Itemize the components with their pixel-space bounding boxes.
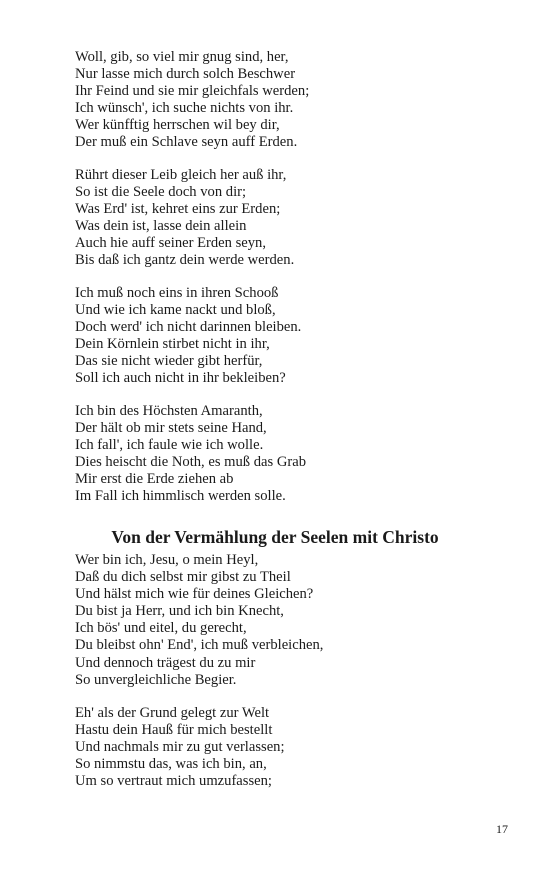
verse-line: Bis daß ich gantz dein werde werden. bbox=[75, 252, 295, 269]
verse-line: Um so vertraut mich umzufassen; bbox=[75, 773, 272, 790]
verse-line: Ich wünsch', ich suche nichts von ihr. bbox=[75, 100, 294, 117]
stanza bbox=[75, 705, 285, 790]
stanza bbox=[75, 167, 294, 270]
verse-line: So nimmstu das, was ich bin, an, bbox=[75, 756, 267, 773]
verse-line: Was dein ist, lasse dein allein bbox=[75, 218, 247, 235]
verse-line: Ich bin des Höchsten Amaranth, bbox=[75, 403, 263, 419]
stanza bbox=[75, 403, 306, 506]
verse-line: Ich muß noch eins in ihren Schooß bbox=[75, 285, 279, 301]
verse-line: Doch werd' ich nicht darinnen bleiben. bbox=[75, 319, 302, 336]
stanza bbox=[75, 49, 309, 152]
verse-line: Eh' als der Grund gelegt zur Welt bbox=[75, 705, 270, 721]
verse-line: Rührt dieser Leib gleich her auß ihr, bbox=[75, 167, 287, 183]
verse-line: Mir erst die Erde ziehen ab bbox=[75, 471, 234, 488]
verse-line: Und dennoch trägest du zu mir bbox=[75, 654, 256, 671]
verse-line: Und wie ich kame nackt und bloß, bbox=[75, 302, 276, 319]
verse-line: Soll ich auch nicht in ihr bekleiben? bbox=[75, 370, 286, 387]
verse-line: Ich fall', ich faule wie ich wolle. bbox=[75, 437, 264, 454]
verse-line: Wer künfftig herrschen wil bey dir, bbox=[75, 117, 280, 134]
verse-line: Der hält ob mir stets seine Hand, bbox=[75, 420, 267, 437]
verse-line: Nur lasse mich durch solch Beschwer bbox=[75, 66, 296, 83]
verse-line: Hastu dein Hauß für mich bestellt bbox=[75, 722, 273, 739]
verse-line: Dein Körnlein stirbet nicht in ihr, bbox=[75, 336, 270, 353]
poem-title: Von der Vermählung der Seelen mit Christo bbox=[111, 527, 439, 547]
verse-line: Wer bin ich, Jesu, o mein Heyl, bbox=[75, 552, 259, 568]
verse-line: Ihr Feind und sie mir gleichfals werden; bbox=[75, 83, 310, 100]
verse-line: Und nachmals mir zu gut verlassen; bbox=[75, 739, 285, 756]
verse-line: Im Fall ich himmlisch werden solle. bbox=[75, 488, 286, 505]
verse-line: Der muß ein Schlave seyn auff Erden. bbox=[75, 134, 298, 151]
verse-line: Das sie nicht wieder gibt herfür, bbox=[75, 353, 263, 370]
page-number: 17 bbox=[496, 822, 508, 836]
verse-line: Auch hie auff seiner Erden seyn, bbox=[75, 235, 267, 252]
verse-line: So unvergleichliche Begier. bbox=[75, 671, 237, 688]
stanza bbox=[75, 285, 301, 388]
verse-line: Du bist ja Herr, und ich bin Knecht, bbox=[75, 603, 284, 620]
verse-line: Woll, gib, so viel mir gnug sind, her, bbox=[75, 49, 289, 65]
verse-line: So ist die Seele doch von dir; bbox=[75, 184, 247, 201]
verse-line: Daß du dich selbst mir gibst zu Theil bbox=[75, 569, 291, 586]
verse-line: Was Erd' ist, kehret eins zur Erden; bbox=[75, 201, 281, 218]
verse-line: Du bleibst ohn' End', ich muß verbleichen, bbox=[75, 637, 324, 654]
verse-line: Ich bös' und eitel, du gerecht, bbox=[75, 620, 247, 637]
verse-line: Dies heischt die Noth, es muß das Grab bbox=[75, 454, 307, 471]
verse-line: Und hälst mich wie für deines Gleichen? bbox=[75, 586, 314, 603]
stanza bbox=[75, 552, 323, 689]
